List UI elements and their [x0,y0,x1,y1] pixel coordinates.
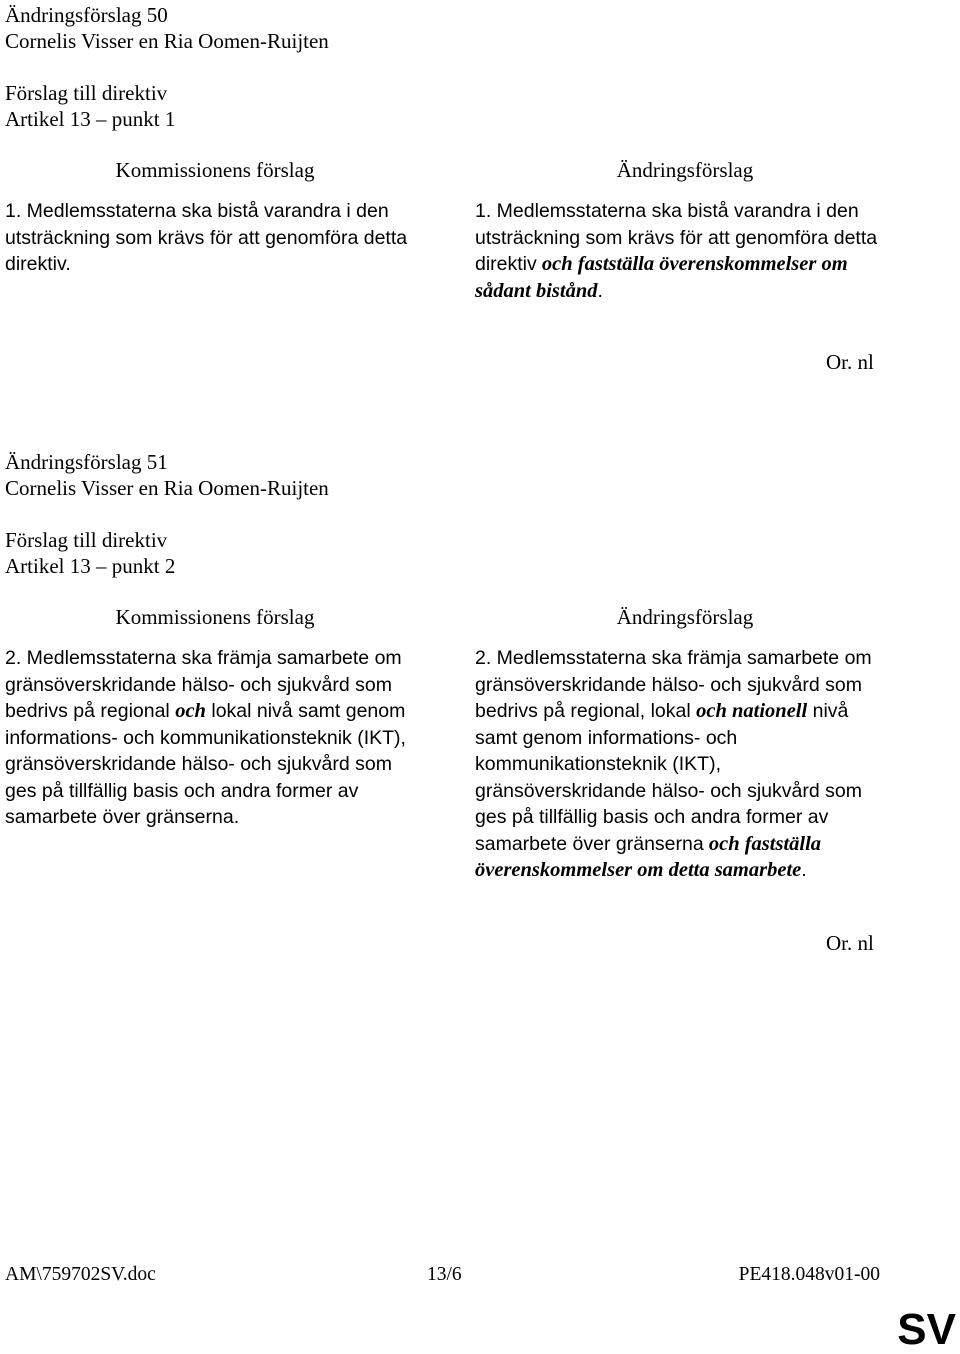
text-segment: 2. Medlemsstaterna ska främja samarbete om gränsöverskridande hälso- och sjukvård som bedrivs på regional, lokal [475,647,872,722]
text-segment: 1. Medlemsstaterna ska bistå varandra i den utsträckning som krävs för att genomföra detta direktiv [475,200,878,275]
page-number: 13/6 [427,1264,462,1285]
article-reference: Artikel 13 – punkt 2 [5,554,176,578]
highlighted-text: och [175,700,206,722]
amendment-column [475,157,895,304]
commission-proposal-column [5,157,425,278]
document-type: Förslag till direktiv [5,528,168,552]
inserted-text: och nationell [696,700,808,722]
amendment-column [475,604,895,884]
article-reference: Artikel 13 – punkt 1 [5,107,176,131]
column-title-amendment: Ändringsförslag [616,605,754,629]
original-language: Or. nl [826,350,874,374]
text-segment: . [597,279,603,302]
column-title-commission: Kommissionens förslag [115,158,315,182]
text-segment: . [801,859,807,881]
commission-text: 1. Medlemsstaterna ska bistå varandra i den utsträckning som krävs för att genomföra detta direktiv. [5,200,408,275]
language-badge: SV [897,1305,956,1354]
amendment-text [475,198,895,304]
amendment-number: Ändringsförslag 51 [5,450,168,474]
document-reference: AM\759702SV.doc [5,1264,156,1285]
inserted-text: och fastställa överenskommelser om detta samarbete [475,832,822,881]
amendment-50 [5,2,955,132]
column-title-commission: Kommissionens förslag [115,605,315,629]
amendment-authors: Cornelis Visser en Ria Oomen-Ruijten [5,476,329,500]
inserted-text: och fastställa överenskommelser om sådant bistånd [475,253,848,302]
text-segment: lokal nivå samt genom informations- och kommunikationsteknik (IKT), gränsöverskridande hälso- och sjukvård som ges på tillfällig basis och andra former av samarbete över gränserna. [5,700,406,828]
text-segment: 2. Medlemsstaterna ska främja samarbete om gränsöverskridande hälso- och sjukvård som bedrivs på regional [5,647,402,722]
text-segment: nivå samt genom informations- och kommunikationsteknik (IKT), gränsöverskridande hälso- och sjukvård som ges på tillfällig basis och andra former av samarbete över gränserna [475,700,862,855]
amendment-text [475,645,895,884]
commission-proposal-column [5,604,425,831]
column-title-amendment: Ändringsförslag [616,158,754,182]
amendment-51 [5,449,955,579]
original-language: Or. nl [826,931,874,955]
amendment-authors: Cornelis Visser en Ria Oomen-Ruijten [5,29,329,53]
document-type: Förslag till direktiv [5,81,168,105]
commission-text [5,645,425,831]
amendment-number: Ändringsförslag 50 [5,3,168,27]
pe-reference: PE418.048v01-00 [738,1264,880,1285]
